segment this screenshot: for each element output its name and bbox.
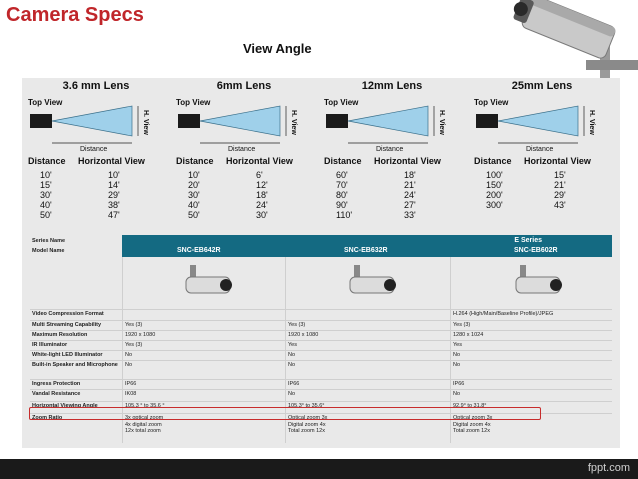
camera-image [178,263,238,303]
distance-value: 40' [188,200,200,210]
lens-table-row [26,210,166,220]
spec-cell: IP66 [125,381,137,387]
h-view-label: H. View [290,110,297,135]
spec-cell: Yes [453,342,462,348]
h-view-label: H. View [142,110,149,135]
footer-brand: fppt.com [587,462,630,474]
spec-cell: 1920 x 1080 [125,332,156,338]
spec-cell: Yes (3) [125,322,143,328]
lens-fov-diagram [28,96,166,152]
horizontal-view-value: 10' [108,170,120,180]
top-view-label: Top View [324,98,359,107]
spec-row-label: Zoom Ratio [32,415,63,421]
spec-cell: No [288,352,296,358]
horizontal-view-value: 38' [108,200,120,210]
horizontal-view-value: 29' [108,190,120,200]
model-name-label: Model Name [32,248,65,254]
spec-row-label: White-light LED Illuminator [32,352,103,358]
spec-cell: No [288,362,296,368]
spec-cell: 1280 x 1024 [453,332,484,338]
distance-value: 60' [336,170,348,180]
distance-value: 20' [188,180,200,190]
horizontal-view-value: 21' [554,180,566,190]
horizontal-view-column-header: Horizontal View [374,156,441,166]
spec-cell: No [453,391,461,397]
spec-cell: No [453,362,461,368]
lens-table-row [174,180,314,190]
horizontal-view-value: 27' [404,200,416,210]
viewing-angle-highlight [29,407,541,420]
spec-cell: 105.3° to 35.6° [288,403,325,409]
spec-cell: Yes (3) [125,342,143,348]
model-name: SNC-EB602R [514,247,558,254]
model-name: SNC-EB642R [177,247,221,254]
lens-fov-diagram [324,96,462,152]
lens-title: 6mm Lens [216,80,272,92]
lens-table-row [26,190,166,200]
distance-axis-label: Distance [526,146,554,152]
distance-column-header: Distance [474,156,512,166]
distance-axis-label: Distance [376,146,404,152]
distance-value: 50' [188,210,200,220]
series-name-label: Series Name [32,238,66,244]
lens-fov-diagram [176,96,314,152]
distance-column-header: Distance [324,156,362,166]
distance-value: 30' [188,190,200,200]
top-view-label: Top View [28,98,63,107]
lens-table-row [322,210,462,220]
spec-cell: Yes (3) [288,322,306,328]
horizontal-view-value: 24' [256,200,268,210]
lens-table-row [174,200,314,210]
lens-table-row [26,170,166,180]
horizontal-view-column-header: Horizontal View [226,156,293,166]
lens-table-row [174,170,314,180]
distance-axis-label: Distance [80,146,108,152]
horizontal-view-value: 15' [554,170,566,180]
distance-value: 90' [336,200,348,210]
spec-cell: Optical zoom 3x Digital zoom 4x Total zoom 12x [453,415,493,434]
distance-value: 200' [486,190,503,200]
distance-value: 50' [40,210,52,220]
lens-section [26,78,166,233]
spec-cell: Yes [288,342,297,348]
horizontal-view-column-header: Horizontal View [78,156,145,166]
spec-cell: No [453,352,461,358]
lens-section [322,78,462,233]
distance-value: 70' [336,180,348,190]
horizontal-view-column-header: Horizontal View [524,156,591,166]
distance-value: 30' [40,190,52,200]
lens-table-row [26,200,166,210]
spec-cell: 92.9° to 31.8° [453,403,487,409]
spec-cell: 1920 x 1080 [288,332,319,338]
h-view-label: H. View [438,110,445,135]
lens-table-row [472,190,612,200]
lens-section [174,78,314,233]
distance-axis-label: Distance [228,146,256,152]
spec-row-label: Maximum Resolution [32,332,88,338]
distance-value: 300' [486,200,503,210]
distance-value: 40' [40,200,52,210]
horizontal-view-value: 18' [256,190,268,200]
horizontal-view-value: 12' [256,180,268,190]
horizontal-view-value: 21' [404,180,416,190]
horizontal-view-value: 29' [554,190,566,200]
spec-cell: IK08 [125,391,137,397]
view-angle-panel [22,78,620,448]
lens-table-row [322,200,462,210]
spec-row-label: Video Compression Format [32,311,104,317]
distance-column-header: Distance [28,156,66,166]
spec-cell: IP66 [453,381,465,387]
horizontal-view-value: 6' [256,170,263,180]
spec-cell: No [288,391,296,397]
slide-title: Camera Specs [6,4,144,26]
spec-row-label: Horizontal Viewing Angle [32,403,98,409]
distance-value: 10' [40,170,52,180]
camera-image [342,263,402,303]
distance-column-header: Distance [176,156,214,166]
lens-table-row [472,180,612,190]
lens-section [472,78,612,233]
top-view-label: Top View [474,98,509,107]
distance-value: 110' [336,210,353,220]
spec-cell: IP66 [288,381,300,387]
horizontal-view-value: 47' [108,210,120,220]
spec-row-label: Multi Streaming Capability [32,322,102,328]
lens-table-row [322,180,462,190]
distance-value: 150' [486,180,503,190]
lens-table-row [322,170,462,180]
horizontal-view-value: 30' [256,210,268,220]
spec-table-header [122,235,612,257]
horizontal-view-value: 24' [404,190,416,200]
lens-title: 12mm Lens [361,80,423,92]
distance-value: 80' [336,190,348,200]
security-camera-icon [482,0,638,78]
lens-table-row [26,180,166,190]
lens-table-row [322,190,462,200]
horizontal-view-value: 33' [404,210,416,220]
distance-value: 10' [188,170,200,180]
horizontal-view-value: 43' [554,200,566,210]
lens-title: 25mm Lens [511,80,573,92]
footer-bar [0,459,638,479]
h-view-label: H. View [588,110,595,135]
lens-title: 3.6 mm Lens [62,80,130,92]
lens-table-row [174,210,314,220]
lens-table-row [174,190,314,200]
camera-image [508,263,568,303]
spec-cell: Yes (3) [453,322,471,328]
spec-row-label: IR Illuminator [32,342,68,348]
spec-cell: No [125,352,133,358]
lens-table-row [472,170,612,180]
spec-cell: 3x optical zoom 4x digital zoom 12x total zoom [125,415,164,434]
spec-cell: H.264 (High/Main/Baseline Profile)/JPEG [453,311,554,317]
spec-row-label: Vandal Resistance [32,391,81,397]
spec-cell: 105.3 ° to 35.6 ° [125,403,165,409]
slide-subtitle: View Angle [243,41,312,56]
spec-row-label: Ingress Protection [32,381,81,387]
distance-value: 100' [486,170,503,180]
lens-fov-diagram [474,96,612,152]
series-value: E Series [514,237,542,244]
lens-table-row [472,200,612,210]
horizontal-view-value: 14' [108,180,120,190]
spec-row-label: Built-in Speaker and Microphone [32,362,118,368]
spec-cell: Optical zoom 3x Digital zoom 4x Total zoom 12x [288,415,328,434]
horizontal-view-value: 18' [404,170,416,180]
top-view-label: Top View [176,98,211,107]
spec-cell: No [125,362,133,368]
distance-value: 15' [40,180,52,190]
model-name: SNC-EB632R [344,247,388,254]
